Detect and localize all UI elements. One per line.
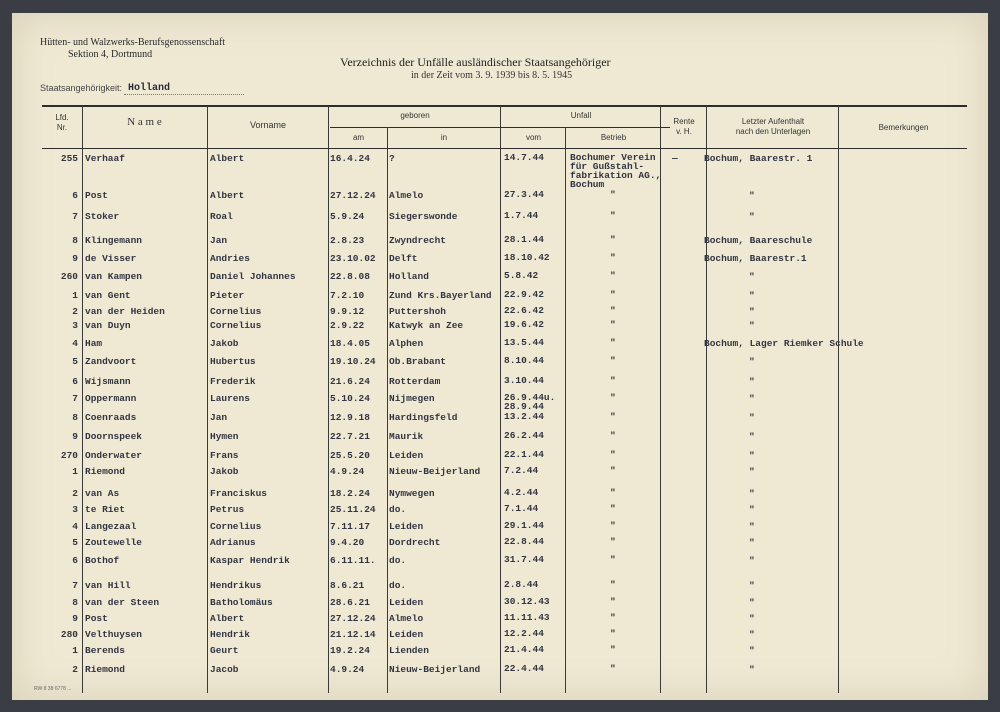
- row-unfall-vom: 30.12.43: [504, 596, 550, 607]
- row-geboren-in: Alphen: [389, 338, 424, 349]
- col-header-am: am: [352, 133, 365, 142]
- row-lfd-nr: 9: [72, 431, 78, 442]
- table-row: [12, 613, 988, 627]
- row-name: Velthuysen: [85, 629, 143, 640]
- row-lfd-nr: 2: [72, 306, 78, 317]
- row-letzter-aufenthalt: ": [749, 629, 755, 640]
- nationality-value: Holland: [128, 83, 171, 94]
- row-letzter-aufenthalt: ": [749, 376, 755, 387]
- row-unfall-vom: 26.9.44u. 28.9.44: [504, 392, 556, 412]
- table-row: [12, 580, 988, 594]
- row-geboren-am: 9.4.20: [330, 537, 365, 548]
- row-betrieb: ": [610, 270, 616, 281]
- row-unfall-vom: 14.7.44: [504, 152, 544, 163]
- table-row: [12, 190, 988, 204]
- row-betrieb: Bochumer Verein für Gußstahl- fabrikation AG., Bochum: [570, 152, 662, 190]
- row-betrieb: ": [610, 210, 616, 221]
- row-vorname: Frans: [210, 450, 239, 461]
- row-letzter-aufenthalt: ": [749, 320, 755, 331]
- row-name: van As: [85, 488, 120, 499]
- row-geboren-am: 25.5.20: [330, 450, 370, 461]
- row-name: Bothof: [85, 555, 120, 566]
- row-vorname: Batholomäus: [210, 597, 273, 608]
- row-vorname: Jan: [210, 235, 228, 246]
- row-name: Post: [85, 190, 108, 201]
- row-unfall-vom: 22.6.42: [504, 305, 544, 316]
- row-betrieb: ": [610, 305, 616, 316]
- row-geboren-am: 16.4.24: [330, 153, 370, 164]
- row-name: van Duyn: [85, 320, 131, 331]
- table-row: [12, 450, 988, 464]
- organization-name: Hütten- und Walzwerks-Berufsgenossenschaft: [40, 37, 226, 48]
- col-header-vorname: Vorname: [249, 120, 287, 130]
- row-letzter-aufenthalt: ": [749, 431, 755, 442]
- row-lfd-nr: 7: [72, 393, 78, 404]
- row-letzter-aufenthalt: ": [749, 664, 755, 675]
- col-header-bemerkungen: Bemerkungen: [878, 123, 929, 132]
- row-lfd-nr: 1: [72, 290, 78, 301]
- table-row: [12, 521, 988, 535]
- row-geboren-am: 12.9.18: [330, 412, 370, 423]
- row-name: van der Heiden: [85, 306, 165, 317]
- table-row: [12, 466, 988, 480]
- row-lfd-nr: 6: [72, 376, 78, 387]
- row-lfd-nr: 1: [72, 645, 78, 656]
- row-geboren-am: 28.6.21: [330, 597, 370, 608]
- row-letzter-aufenthalt: Bochum, Baareschule: [704, 235, 813, 246]
- row-letzter-aufenthalt: ": [749, 412, 755, 423]
- row-name: Zandvoort: [85, 356, 137, 367]
- row-unfall-vom: 22.9.42: [504, 289, 544, 300]
- row-lfd-nr: 9: [72, 613, 78, 624]
- col-header-betrieb: Betrieb: [600, 133, 627, 142]
- row-name: te Riet: [85, 504, 125, 515]
- col-header-geboren: geboren: [400, 111, 430, 120]
- organization-section: Sektion 4, Dortmund: [68, 49, 153, 60]
- row-vorname: Albert: [210, 190, 245, 201]
- row-lfd-nr: 3: [72, 504, 78, 515]
- row-lfd-nr: 5: [72, 356, 78, 367]
- row-geboren-in: Leiden: [389, 521, 424, 532]
- table-row: [12, 664, 988, 678]
- table-row: [12, 320, 988, 334]
- table-row: [12, 376, 988, 390]
- table-row: [12, 290, 988, 304]
- row-name: Onderwater: [85, 450, 143, 461]
- row-unfall-vom: 22.8.44: [504, 536, 544, 547]
- nationality-underline: [124, 94, 244, 95]
- row-geboren-am: 18.2.24: [330, 488, 370, 499]
- row-unfall-vom: 18.10.42: [504, 252, 550, 263]
- row-lfd-nr: 6: [72, 555, 78, 566]
- row-geboren-am: 27.12.24: [330, 190, 376, 201]
- row-letzter-aufenthalt: ": [749, 393, 755, 404]
- row-letzter-aufenthalt: ": [749, 356, 755, 367]
- document-subtitle: in der Zeit vom 3. 9. 1939 bis 8. 5. 1945: [411, 70, 573, 81]
- row-lfd-nr: 3: [72, 320, 78, 331]
- table-row: [12, 306, 988, 320]
- table-header-bottom-border: [42, 148, 967, 149]
- row-geboren-am: 7.2.10: [330, 290, 365, 301]
- row-unfall-vom: 11.11.43: [504, 612, 550, 623]
- row-unfall-vom: 13.5.44: [504, 337, 544, 348]
- row-vorname: Pieter: [210, 290, 245, 301]
- row-lfd-nr: 280: [60, 629, 78, 640]
- table-row: [12, 356, 988, 370]
- row-geboren-am: 4.9.24: [330, 664, 365, 675]
- table-row: [12, 431, 988, 445]
- row-vorname: Jakob: [210, 338, 239, 349]
- row-name: van Gent: [85, 290, 131, 301]
- row-geboren-in: Ob.Brabant: [389, 356, 447, 367]
- row-name: Klingemann: [85, 235, 143, 246]
- table-row: [12, 235, 988, 249]
- table-top-border: [42, 105, 967, 107]
- table-row: [12, 338, 988, 352]
- row-geboren-in: do.: [389, 580, 407, 591]
- table-row: [12, 412, 988, 426]
- row-geboren-in: Nieuw-Beijerland: [389, 466, 481, 477]
- row-lfd-nr: 5: [72, 537, 78, 548]
- row-geboren-am: 18.4.05: [330, 338, 370, 349]
- row-letzter-aufenthalt: ": [749, 211, 755, 222]
- row-lfd-nr: 4: [72, 338, 78, 349]
- row-betrieb: ": [610, 189, 616, 200]
- row-betrieb: ": [610, 520, 616, 531]
- row-unfall-vom: 28.1.44: [504, 234, 544, 245]
- table-row: [12, 597, 988, 611]
- table-row: [12, 253, 988, 267]
- row-vorname: Cornelius: [210, 521, 262, 532]
- row-vorname: Roal: [210, 211, 233, 222]
- row-name: Wijsmann: [85, 376, 131, 387]
- col-header-vom: vom: [525, 133, 542, 142]
- row-betrieb: ": [610, 487, 616, 498]
- row-letzter-aufenthalt: ": [749, 521, 755, 532]
- row-letzter-aufenthalt: ": [749, 555, 755, 566]
- row-unfall-vom: 26.2.44: [504, 430, 544, 441]
- row-geboren-in: Lienden: [389, 645, 429, 656]
- row-name: Berends: [85, 645, 125, 656]
- row-vorname: Jacob: [210, 664, 239, 675]
- row-lfd-nr: 6: [72, 190, 78, 201]
- row-geboren-in: Almelo: [389, 613, 424, 624]
- row-vorname: Hubertus: [210, 356, 256, 367]
- table-row: [12, 537, 988, 551]
- row-geboren-am: 5.9.24: [330, 211, 365, 222]
- row-letzter-aufenthalt: ": [749, 613, 755, 624]
- row-name: Stoker: [85, 211, 120, 222]
- row-lfd-nr: 8: [72, 235, 78, 246]
- row-unfall-vom: 8.10.44: [504, 355, 544, 366]
- row-vorname: Cornelius: [210, 320, 262, 331]
- row-vorname: Geurt: [210, 645, 239, 656]
- row-letzter-aufenthalt: ": [749, 537, 755, 548]
- row-geboren-am: 6.11.11.: [330, 555, 376, 566]
- row-betrieb: ": [610, 430, 616, 441]
- row-letzter-aufenthalt: ": [749, 597, 755, 608]
- row-vorname: Frederik: [210, 376, 256, 387]
- row-geboren-in: Katwyk an Zee: [389, 320, 464, 331]
- row-rente: —: [672, 153, 678, 164]
- row-vorname: Jakob: [210, 466, 239, 477]
- row-unfall-vom: 29.1.44: [504, 520, 544, 531]
- row-letzter-aufenthalt: ": [749, 466, 755, 477]
- row-letzter-aufenthalt: ": [749, 290, 755, 301]
- row-letzter-aufenthalt: Bochum, Baarestr.1: [704, 253, 807, 264]
- row-geboren-in: Leiden: [389, 629, 424, 640]
- row-geboren-in: Maurik: [389, 431, 424, 442]
- nationality-label: Staatsangehörigkeit:: [40, 83, 123, 93]
- row-geboren-in: Rotterdam: [389, 376, 441, 387]
- row-unfall-vom: 22.1.44: [504, 449, 544, 460]
- row-lfd-nr: 8: [72, 597, 78, 608]
- row-geboren-am: 21.12.14: [330, 629, 376, 640]
- row-geboren-am: 25.11.24: [330, 504, 376, 515]
- row-geboren-in: Nymwegen: [389, 488, 435, 499]
- row-betrieb: ": [610, 355, 616, 366]
- row-name: van der Steen: [85, 597, 160, 608]
- row-geboren-am: 2.8.23: [330, 235, 365, 246]
- row-geboren-in: Dordrecht: [389, 537, 441, 548]
- table-row: [12, 488, 988, 502]
- table-row: [12, 645, 988, 659]
- row-lfd-nr: 255: [60, 153, 78, 164]
- row-unfall-vom: 7.1.44: [504, 503, 539, 514]
- row-letzter-aufenthalt: ": [749, 645, 755, 656]
- row-geboren-in: Hardingsfeld: [389, 412, 458, 423]
- row-betrieb: ": [610, 663, 616, 674]
- row-geboren-in: Puttershoh: [389, 306, 447, 317]
- row-geboren-in: Leiden: [389, 450, 424, 461]
- row-vorname: Andries: [210, 253, 250, 264]
- row-betrieb: ": [610, 375, 616, 386]
- row-lfd-nr: 270: [60, 450, 78, 461]
- row-name: Riemond: [85, 466, 125, 477]
- row-betrieb: ": [610, 392, 616, 403]
- row-geboren-am: 19.2.24: [330, 645, 370, 656]
- row-name: Ham: [85, 338, 103, 349]
- row-geboren-in: Leiden: [389, 597, 424, 608]
- document-title: Verzeichnis der Unfälle ausländischer Staatsangehöriger: [340, 55, 611, 69]
- row-geboren-am: 23.10.02: [330, 253, 376, 264]
- row-geboren-in: Nieuw-Beijerland: [389, 664, 481, 675]
- table-row: [12, 504, 988, 518]
- row-vorname: Cornelius: [210, 306, 262, 317]
- row-name: Doornspeek: [85, 431, 143, 442]
- row-betrieb: ": [610, 554, 616, 565]
- row-letzter-aufenthalt: ": [749, 450, 755, 461]
- row-lfd-nr: 4: [72, 521, 78, 532]
- row-lfd-nr: 2: [72, 488, 78, 499]
- row-vorname: Hendrikus: [210, 580, 262, 591]
- document-page: [12, 13, 988, 700]
- row-letzter-aufenthalt: ": [749, 306, 755, 317]
- col-header-letzter-aufenthalt: Letzter Aufenthalt nach den Unterlagen: [735, 117, 811, 136]
- col-header-in: in: [440, 133, 448, 142]
- row-betrieb: ": [610, 449, 616, 460]
- row-name: Zoutewelle: [85, 537, 143, 548]
- row-betrieb: ": [610, 234, 616, 245]
- row-letzter-aufenthalt: ": [749, 580, 755, 591]
- row-betrieb: ": [610, 628, 616, 639]
- row-geboren-in: do.: [389, 555, 407, 566]
- row-name: Riemond: [85, 664, 125, 675]
- table-row: [12, 211, 988, 225]
- row-letzter-aufenthalt: Bochum, Lager Riemker Schule: [704, 338, 864, 349]
- col-header-name: N a m e: [127, 116, 162, 128]
- row-geboren-in: Zwyndrecht: [389, 235, 447, 246]
- row-vorname: Hendrik: [210, 629, 250, 640]
- row-letzter-aufenthalt: ": [749, 488, 755, 499]
- row-geboren-am: 2.9.22: [330, 320, 365, 331]
- row-vorname: Albert: [210, 153, 245, 164]
- row-name: Langezaal: [85, 521, 137, 532]
- row-unfall-vom: 2.8.44: [504, 579, 539, 590]
- row-vorname: Franciskus: [210, 488, 268, 499]
- col-header-unfall: Unfall: [570, 111, 592, 120]
- row-geboren-in: Delft: [389, 253, 418, 264]
- row-vorname: Jan: [210, 412, 228, 423]
- row-lfd-nr: 1: [72, 466, 78, 477]
- row-geboren-am: 4.9.24: [330, 466, 365, 477]
- row-letzter-aufenthalt: ": [749, 190, 755, 201]
- row-unfall-vom: 4.2.44: [504, 487, 539, 498]
- row-letzter-aufenthalt: ": [749, 504, 755, 515]
- row-geboren-am: 7.11.17: [330, 521, 370, 532]
- row-vorname: Albert: [210, 613, 245, 624]
- row-name: de Visser: [85, 253, 137, 264]
- row-geboren-am: 22.8.08: [330, 271, 370, 282]
- row-betrieb: ": [610, 644, 616, 655]
- row-unfall-vom: 21.4.44: [504, 644, 544, 655]
- row-geboren-am: 5.10.24: [330, 393, 370, 404]
- row-unfall-vom: 31.7.44: [504, 554, 544, 565]
- row-betrieb: ": [610, 289, 616, 300]
- row-vorname: Hymen: [210, 431, 239, 442]
- archive-footer: RW 8 38 6778 ...: [34, 686, 72, 692]
- row-geboren-in: do.: [389, 504, 407, 515]
- row-name: van Hill: [85, 580, 131, 591]
- row-lfd-nr: 7: [72, 580, 78, 591]
- row-geboren-am: 21.6.24: [330, 376, 370, 387]
- row-betrieb: ": [610, 319, 616, 330]
- row-geboren-am: 19.10.24: [330, 356, 376, 367]
- row-geboren-am: 9.9.12: [330, 306, 365, 317]
- row-betrieb: ": [610, 536, 616, 547]
- row-vorname: Petrus: [210, 504, 245, 515]
- row-betrieb: ": [610, 411, 616, 422]
- row-name: Oppermann: [85, 393, 137, 404]
- row-lfd-nr: 260: [60, 271, 78, 282]
- row-betrieb: ": [610, 503, 616, 514]
- row-name: van Kampen: [85, 271, 143, 282]
- row-lfd-nr: 7: [72, 211, 78, 222]
- row-geboren-in: Holland: [389, 271, 429, 282]
- row-lfd-nr: 2: [72, 664, 78, 675]
- row-letzter-aufenthalt: Bochum, Baarestr. 1: [704, 153, 813, 164]
- row-unfall-vom: 19.6.42: [504, 319, 544, 330]
- row-unfall-vom: 5.8.42: [504, 270, 539, 281]
- row-unfall-vom: 12.2.44: [504, 628, 544, 639]
- row-vorname: Kaspar Hendrik: [210, 555, 290, 566]
- row-betrieb: ": [610, 579, 616, 590]
- row-vorname: Adrianus: [210, 537, 256, 548]
- row-unfall-vom: 7.2.44: [504, 465, 539, 476]
- row-lfd-nr: 8: [72, 412, 78, 423]
- row-vorname: Daniel Johannes: [210, 271, 296, 282]
- table-row: [12, 271, 988, 285]
- row-betrieb: ": [610, 465, 616, 476]
- row-unfall-vom: 13.2.44: [504, 411, 544, 422]
- row-geboren-in: Almelo: [389, 190, 424, 201]
- row-vorname: Laurens: [210, 393, 250, 404]
- col-header-rente: Rente v. H.: [673, 117, 695, 136]
- row-geboren-am: 8.6.21: [330, 580, 365, 591]
- row-unfall-vom: 3.10.44: [504, 375, 544, 386]
- table-row: [12, 555, 988, 569]
- row-name: Post: [85, 613, 108, 624]
- row-geboren-in: Siegerswonde: [389, 211, 458, 222]
- row-name: Coenraads: [85, 412, 137, 423]
- row-geboren-am: 22.7.21: [330, 431, 370, 442]
- table-row: [12, 629, 988, 643]
- row-letzter-aufenthalt: ": [749, 271, 755, 282]
- row-lfd-nr: 9: [72, 253, 78, 264]
- table-row: [12, 392, 988, 412]
- row-geboren-in: ?: [389, 153, 395, 164]
- table-row: [12, 152, 988, 190]
- row-unfall-vom: 1.7.44: [504, 210, 539, 221]
- row-name: Verhaaf: [85, 153, 125, 164]
- row-betrieb: ": [610, 252, 616, 263]
- row-geboren-in: Nijmegen: [389, 393, 435, 404]
- row-unfall-vom: 22.4.44: [504, 663, 544, 674]
- col-header-lfd-nr: Lfd. Nr.: [55, 113, 69, 132]
- row-betrieb: ": [610, 596, 616, 607]
- row-geboren-in: Zund Krs.Bayerland: [389, 290, 492, 301]
- row-betrieb: ": [610, 337, 616, 348]
- row-betrieb: ": [610, 612, 616, 623]
- row-unfall-vom: 27.3.44: [504, 189, 544, 200]
- row-geboren-am: 27.12.24: [330, 613, 376, 624]
